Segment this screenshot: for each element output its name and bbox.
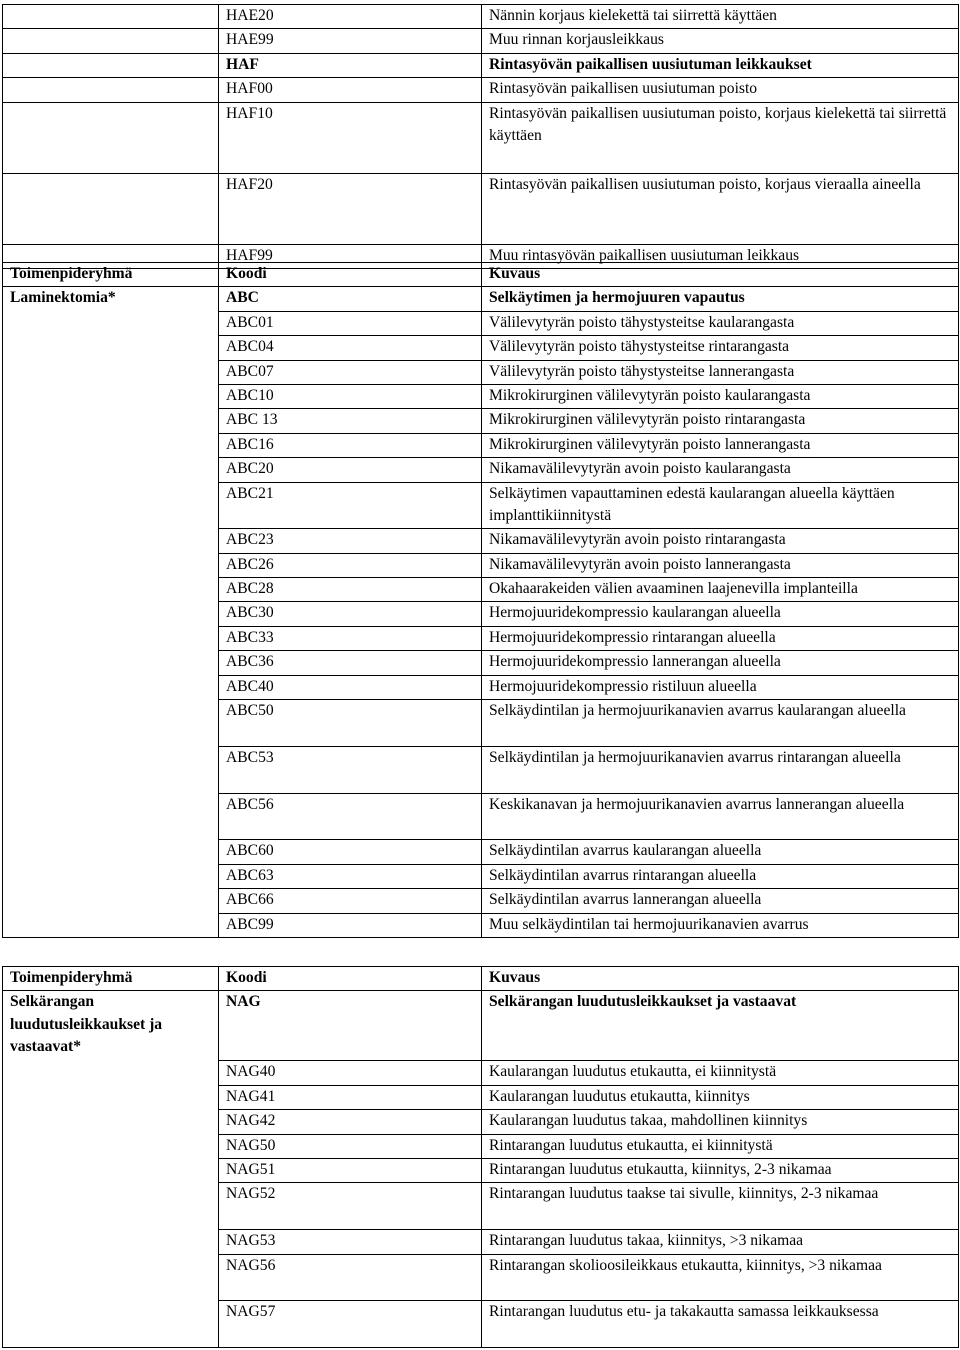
code-cell: NAG56 — [219, 1254, 482, 1301]
group-row — [3, 991, 959, 1061]
desc-cell: Selkäydintilan avarrus kaularangan alueella — [482, 840, 959, 864]
table-row — [3, 78, 959, 102]
desc-cell: Rintasyövän paikallisen uusiutuman poisto, korjaus kielekettä tai siirrettä käyttäen — [482, 102, 959, 173]
desc-cell: Muu rintasyövän paikallisen uusiutuman leikkaus — [482, 244, 959, 268]
desc-cell: Selkäytimen vapauttaminen edestä kaularangan alueella käyttäen implanttikiinnitystä — [482, 482, 959, 529]
desc-cell: Nikamavälilevytyrän avoin poisto kaularangasta — [482, 458, 959, 482]
code-cell: NAG57 — [219, 1301, 482, 1348]
code-cell: NAG40 — [219, 1061, 482, 1085]
desc-cell: Selkäydintilan ja hermojuurikanavien avarrus rintarangan alueella — [482, 746, 959, 793]
code-cell: ABC04 — [219, 336, 482, 360]
desc-cell: Selkäydintilan avarrus rintarangan alueella — [482, 864, 959, 888]
code-cell: NAG50 — [219, 1134, 482, 1158]
code-cell: HAE99 — [219, 29, 482, 53]
code-cell: HAF10 — [219, 102, 482, 173]
desc-cell: Kaularangan luudutus etukautta, kiinnitys — [482, 1085, 959, 1109]
desc-cell: Rintasyövän paikallisen uusiutuman poisto — [482, 78, 959, 102]
code-cell: ABC30 — [219, 602, 482, 626]
header-code: Koodi — [219, 967, 482, 991]
table-row — [3, 102, 959, 173]
code-cell: ABC16 — [219, 433, 482, 457]
code-cell: NAG41 — [219, 1085, 482, 1109]
desc-cell: Mikrokirurginen välilevytyrän poisto rintarangasta — [482, 409, 959, 433]
desc-cell: Kaularangan luudutus etukautta, ei kiinnitystä — [482, 1061, 959, 1085]
desc-cell: Selkäydintilan avarrus lannerangan alueella — [482, 889, 959, 913]
code-cell: ABC40 — [219, 675, 482, 699]
code-cell: ABC01 — [219, 311, 482, 335]
desc-cell: Välilevytyrän poisto tähystysteitse kaularangasta — [482, 311, 959, 335]
group-code: NAG — [219, 991, 482, 1061]
desc-cell: Muu selkäydintilan tai hermojuurikanavien avarrus — [482, 913, 959, 937]
desc-cell: Kaularangan luudutus takaa, mahdollinen kiinnitys — [482, 1110, 959, 1134]
code-cell: ABC20 — [219, 458, 482, 482]
header-group: Toimenpideryhmä — [3, 967, 219, 991]
desc-cell: Rintasyövän paikallisen uusiutuman poisto, korjaus vieraalla aineella — [482, 173, 959, 244]
desc-cell: Rintarangan luudutus etukautta, kiinnitys, 2-3 nikamaa — [482, 1158, 959, 1182]
table-row — [3, 29, 959, 53]
code-cell: ABC66 — [219, 889, 482, 913]
code-cell: ABC33 — [219, 626, 482, 650]
desc-cell: Mikrokirurginen välilevytyrän poisto lannerangasta — [482, 433, 959, 457]
desc-cell: Välilevytyrän poisto tähystysteitse lannerangasta — [482, 360, 959, 384]
code-cell: ABC63 — [219, 864, 482, 888]
desc-cell: Rintarangan luudutus etu- ja takakautta samassa leikkauksessa — [482, 1301, 959, 1348]
code-cell: ABC26 — [219, 553, 482, 577]
code-cell: ABC21 — [219, 482, 482, 529]
desc-cell: Keskikanavan ja hermojuurikanavien avarrus lannerangan alueella — [482, 793, 959, 840]
code-cell: ABC50 — [219, 700, 482, 747]
desc-cell: Selkäydintilan ja hermojuurikanavien avarrus kaularangan alueella — [482, 700, 959, 747]
header-row — [3, 263, 959, 287]
table-row — [3, 5, 959, 29]
desc-cell: Mikrokirurginen välilevytyrän poisto kaularangasta — [482, 384, 959, 408]
desc-cell: Nännin korjaus kielekettä tai siirrettä käyttäen — [482, 5, 959, 29]
code-cell: HAF — [219, 53, 482, 77]
code-cell: HAF20 — [219, 173, 482, 244]
group-desc: Selkäytimen ja hermojuuren vapautus — [482, 287, 959, 311]
desc-cell: Rintarangan luudutus taakse tai sivulle, kiinnitys, 2-3 nikamaa — [482, 1183, 959, 1230]
header-code: Koodi — [219, 263, 482, 287]
code-cell: ABC99 — [219, 913, 482, 937]
group-desc: Selkärangan luudutusleikkaukset ja vastaavat — [482, 991, 959, 1061]
code-cell: ABC 13 — [219, 409, 482, 433]
desc-cell: Nikamavälilevytyrän avoin poisto lannerangasta — [482, 553, 959, 577]
desc-cell: Muu rinnan korjausleikkaus — [482, 29, 959, 53]
code-cell: NAG42 — [219, 1110, 482, 1134]
desc-cell: Okahaarakeiden välien avaaminen laajenevilla implanteilla — [482, 578, 959, 602]
code-cell: NAG51 — [219, 1158, 482, 1182]
procedure-table-abc — [2, 262, 959, 938]
header-group: Toimenpideryhmä — [3, 263, 219, 287]
desc-cell: Rintarangan skolioosileikkaus etukautta, kiinnitys, >3 nikamaa — [482, 1254, 959, 1301]
code-cell: ABC53 — [219, 746, 482, 793]
procedure-table-haf — [2, 4, 959, 269]
code-cell: ABC36 — [219, 651, 482, 675]
code-cell: ABC10 — [219, 384, 482, 408]
procedure-table-nag — [2, 966, 959, 1348]
code-cell: HAF00 — [219, 78, 482, 102]
code-cell: ABC56 — [219, 793, 482, 840]
desc-cell: Hermojuuridekompressio ristiluun alueella — [482, 675, 959, 699]
desc-cell: Hermojuuridekompressio rintarangan alueella — [482, 626, 959, 650]
table-row — [3, 53, 959, 77]
code-cell: ABC60 — [219, 840, 482, 864]
code-cell: HAF99 — [219, 244, 482, 268]
desc-cell: Rintarangan luudutus etukautta, ei kiinnitystä — [482, 1134, 959, 1158]
code-cell: ABC07 — [219, 360, 482, 384]
group-code: ABC — [219, 287, 482, 311]
code-cell: HAE20 — [219, 5, 482, 29]
desc-cell: Hermojuuridekompressio lannerangan alueella — [482, 651, 959, 675]
code-cell: ABC28 — [219, 578, 482, 602]
desc-cell: Hermojuuridekompressio kaularangan alueella — [482, 602, 959, 626]
header-desc: Kuvaus — [482, 263, 959, 287]
group-row — [3, 287, 959, 311]
desc-cell: Välilevytyrän poisto tähystysteitse rintarangasta — [482, 336, 959, 360]
code-cell: ABC23 — [219, 529, 482, 553]
desc-cell: Nikamavälilevytyrän avoin poisto rintarangasta — [482, 529, 959, 553]
desc-cell: Rintasyövän paikallisen uusiutuman leikkaukset — [482, 53, 959, 77]
code-cell: NAG52 — [219, 1183, 482, 1230]
table-row — [3, 173, 959, 244]
header-desc: Kuvaus — [482, 967, 959, 991]
group-label: Selkärangan luudutusleikkaukset ja vastaavat* — [3, 991, 219, 1348]
desc-cell: Rintarangan luudutus takaa, kiinnitys, >3 nikamaa — [482, 1230, 959, 1254]
group-label: Laminektomia* — [3, 287, 219, 938]
header-row — [3, 967, 959, 991]
code-cell: NAG53 — [219, 1230, 482, 1254]
